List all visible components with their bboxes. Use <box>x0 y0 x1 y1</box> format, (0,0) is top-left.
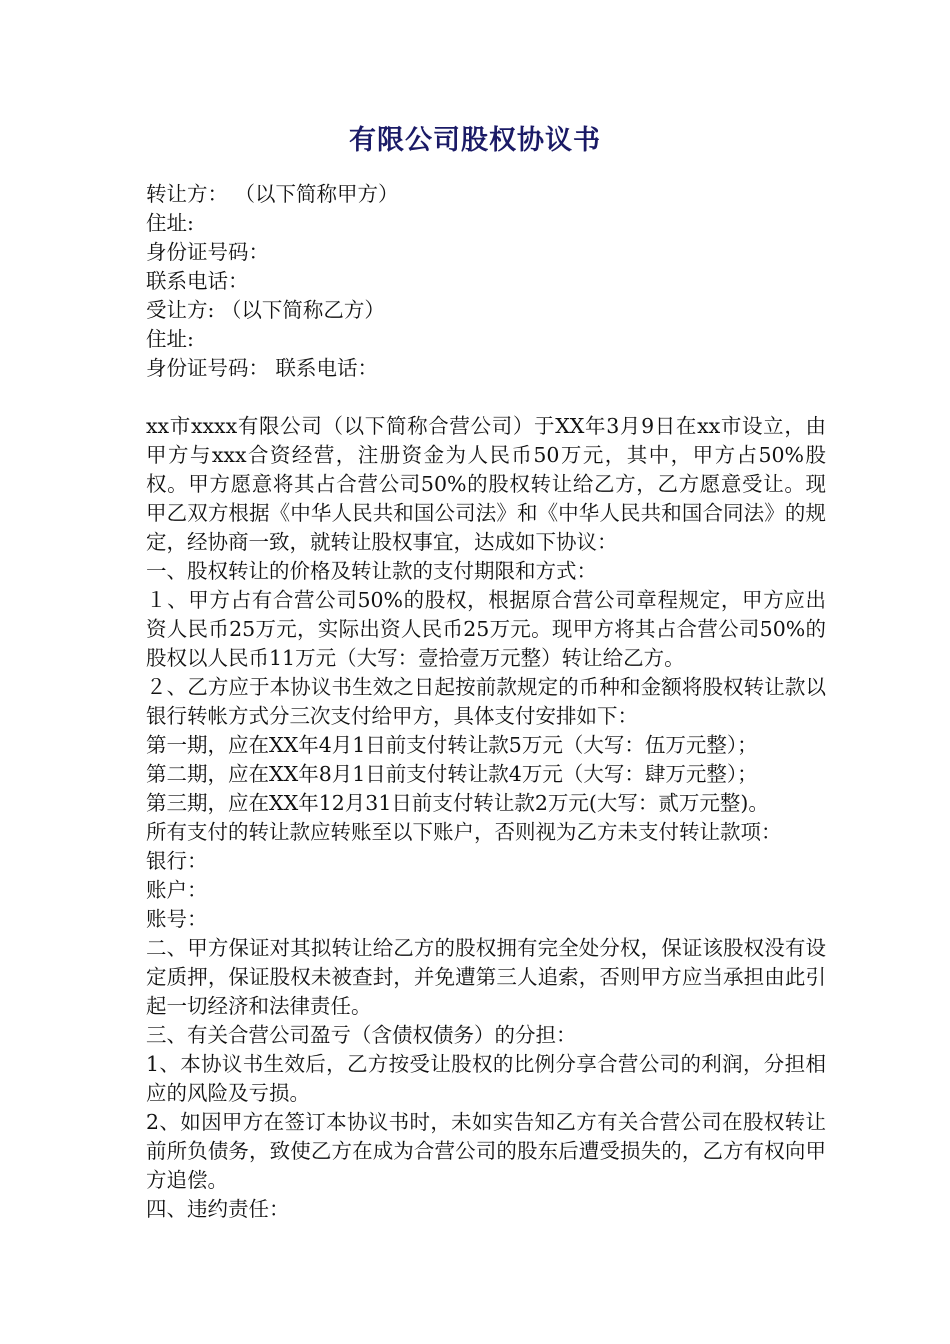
blank-line <box>146 383 826 412</box>
section1-item1: １、甲方占有合营公司50%的股权，根据原合营公司章程规定，甲方应出资人民币25万元，实际出资人民币25万元。现甲方将其占合营公司50%的股权以人民币11万元（大写：壹拾壹万元整）转让给乙方。 <box>146 588 826 670</box>
transferee-id-phone-line: 身份证号码： 联系电话： <box>146 356 379 380</box>
document-title: 有限公司股权协议书 <box>349 125 601 156</box>
payment-line-1: 第一期，应在XX年4月1日前支付转让款5万元（大写：伍万元整）； <box>146 733 758 757</box>
account-notice: 所有支付的转让款应转账至以下账户，否则视为乙方未支付转让款项： <box>146 820 782 844</box>
account-number-line: 账号： <box>146 907 208 931</box>
account-name-line: 账户： <box>146 878 208 902</box>
section1-heading: 一、股权转让的价格及转让款的支付期限和方式： <box>146 559 597 583</box>
section3-item2: 2、如因甲方在签订本协议书时，未如实告知乙方有关合营公司在股权转让前所负债务，致使乙方在成为合营公司的股东后遭受损失的，乙方有权向甲方追偿。 <box>146 1110 826 1192</box>
section3-item1: 1、本协议书生效后，乙方按受让股权的比例分享合营公司的利润，分担相应的风险及亏损。 <box>146 1052 826 1105</box>
transferor-line: 转让方： （以下简称甲方） <box>146 182 399 206</box>
section3-heading: 三、有关合营公司盈亏（含债权债务）的分担： <box>146 1023 577 1047</box>
payment-line-3: 第三期，应在XX年12月31日前支付转让款2万元(大写：贰万元整)。 <box>146 791 769 815</box>
transferee-line: 受让方: （以下简称乙方） <box>146 298 385 322</box>
section4-heading: 四、违约责任： <box>146 1197 290 1221</box>
section2-paragraph: 二、甲方保证对其拟转让给乙方的股权拥有完全处分权，保证该股权没有设定质押，保证股权未被查封，并免遭第三人追索，否则甲方应当承担由此引起一切经济和法律责任。 <box>146 936 826 1018</box>
transferor-id-line: 身份证号码： <box>146 240 269 264</box>
document-body <box>146 180 826 1224</box>
transferee-address-line: 住址: <box>146 327 194 351</box>
transferor-phone-line: 联系电话： <box>146 269 249 293</box>
intro-paragraph: xx市xxxx有限公司（以下简称合营公司）于XX年3月9日在xx市设立，由甲方与xxx合资经营，注册资金为人民币50万元，其中，甲方占50%股权。甲方愿意将其占合营公司50%的股权转让给乙方，乙方愿意受让。现甲乙双方根据《中华人民共和国公司法》和《中华人民共和国合同法》的规定，经协商一致，就转让股权事宜，达成如下协议： <box>146 414 826 554</box>
bank-line: 银行： <box>146 849 208 873</box>
payment-line-2: 第二期，应在XX年8月1日前支付转让款4万元（大写：肆万元整）； <box>146 762 758 786</box>
section1-item2: ２、乙方应于本协议书生效之日起按前款规定的币种和金额将股权转让款以银行转帐方式分三次支付给甲方，具体支付安排如下： <box>146 675 826 728</box>
transferor-address-line: 住址: <box>146 211 194 235</box>
